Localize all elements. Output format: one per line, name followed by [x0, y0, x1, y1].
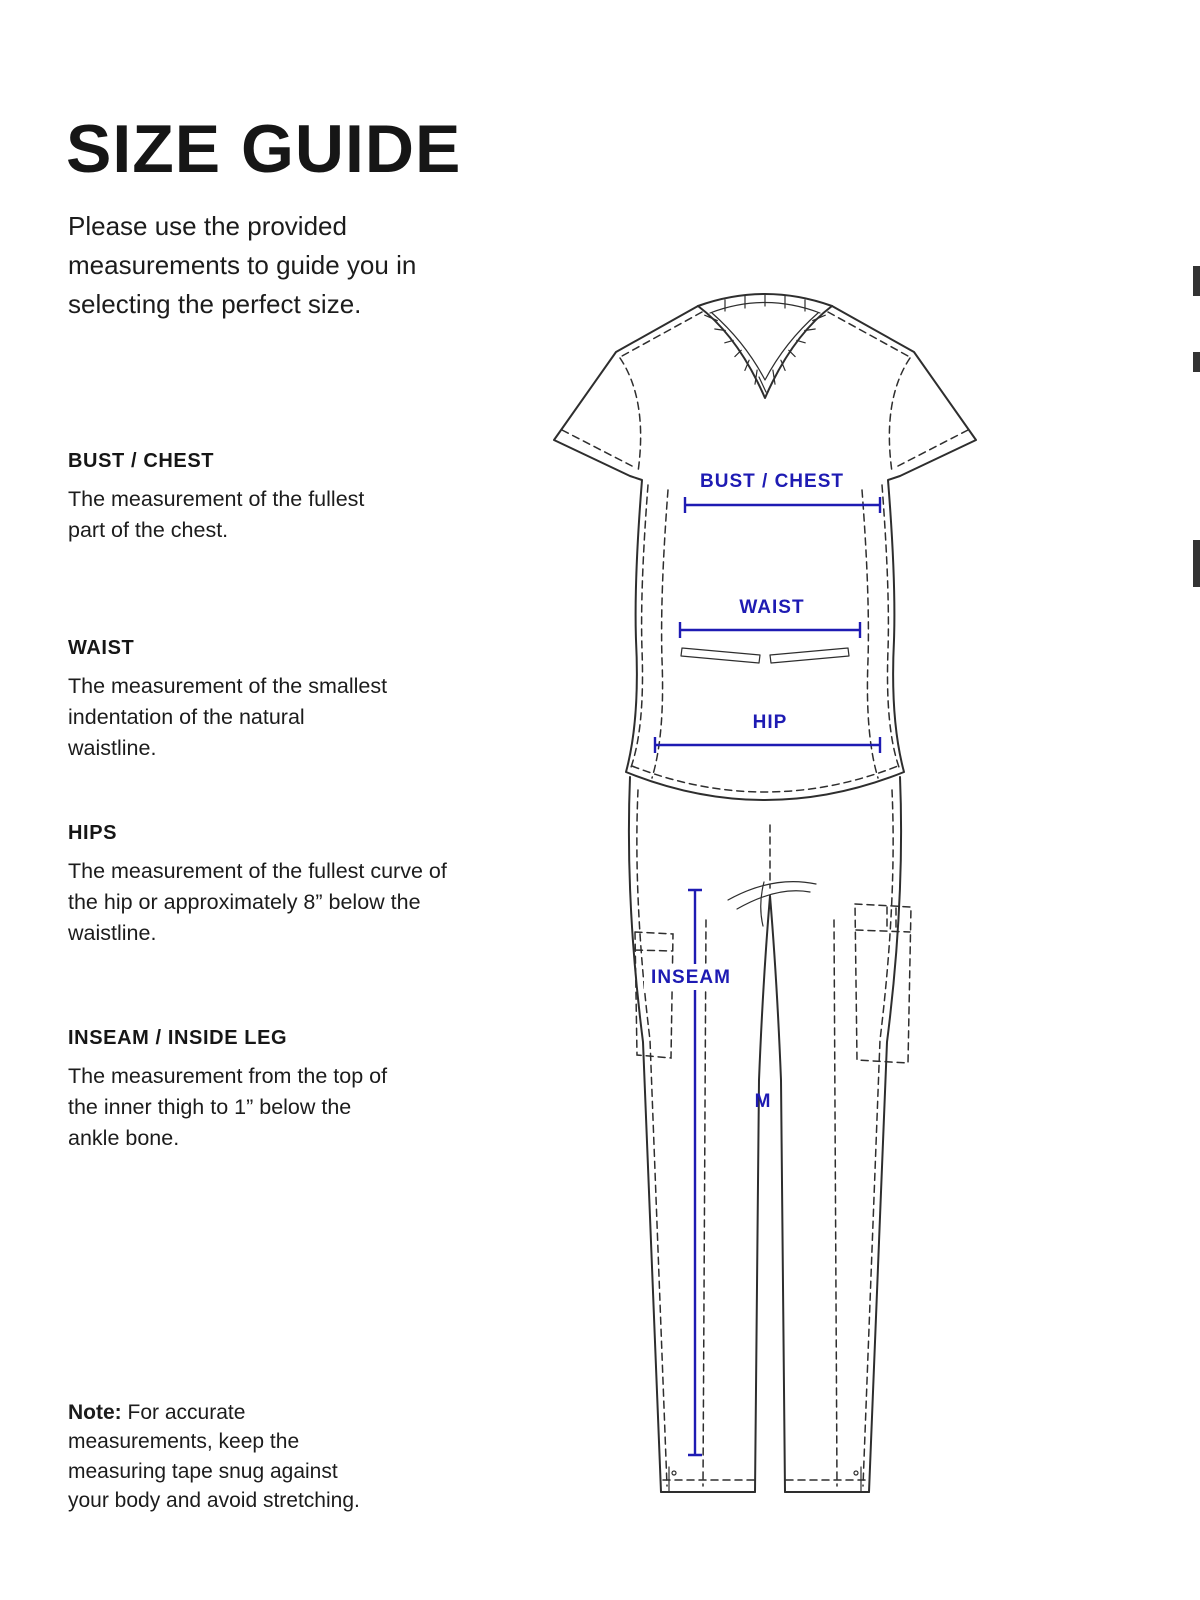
welt-pockets	[681, 648, 849, 663]
hip-measure-line	[655, 737, 880, 753]
inseam-label: INSEAM	[651, 967, 731, 988]
waist-label: WAIST	[739, 597, 805, 618]
section-bust-chest	[68, 450, 368, 546]
intro-text: Please use the provided measurements to guide you in selecting the perfect size.	[68, 211, 417, 319]
page-edge-artifact	[1193, 266, 1200, 296]
bust-measure-line	[685, 497, 880, 513]
waist-measure-line	[680, 622, 860, 638]
section-heading: INSEAM / INSIDE LEG	[68, 1027, 288, 1049]
scrub-pants-sketch	[629, 777, 911, 1492]
page-title: SIZE GUIDE	[66, 110, 462, 187]
note-label: Note:	[68, 1401, 122, 1424]
page-edge-artifact	[1193, 352, 1200, 372]
note-text	[68, 1398, 368, 1516]
note-body: For accurate measurements, keep the measuring tape snug against your body and avoid stretching.	[68, 1401, 360, 1513]
section-heading: HIPS	[68, 822, 118, 844]
section-heading: BUST / CHEST	[68, 450, 215, 472]
section-inseam	[68, 1027, 408, 1154]
section-heading: WAIST	[68, 637, 135, 659]
measurement-annotations	[644, 471, 880, 1455]
scrubs-measurement-diagram	[530, 280, 1000, 1520]
section-body: The measurement of the smallest indentation of the natural waistline.	[68, 674, 388, 760]
section-waist	[68, 637, 388, 764]
page-edge-artifact	[1193, 540, 1200, 587]
section-body: The measurement of the fullest part of the chest.	[68, 487, 365, 542]
size-marker-label: M	[754, 1091, 772, 1112]
section-body: The measurement from the top of the inner thigh to 1” below the ankle bone.	[68, 1064, 388, 1150]
bust-label: BUST / CHEST	[700, 471, 844, 492]
section-body: The measurement of the fullest curve of the hip or approximately 8” below the waistline.	[68, 859, 447, 945]
section-hips	[68, 822, 468, 949]
collar-rib-hatching	[705, 294, 826, 384]
hip-label: HIP	[752, 712, 788, 733]
